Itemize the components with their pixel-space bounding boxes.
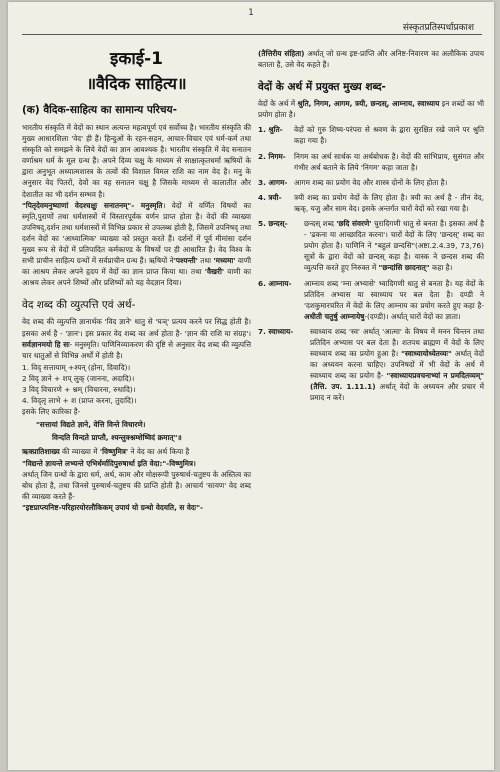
- text-run: की व्याख्या में: [59, 447, 100, 457]
- term-label: 3. आगम-: [258, 177, 288, 187]
- term-text: [304, 218, 484, 273]
- page-number: 1: [248, 8, 254, 18]
- text-run: अर्थात् वेदों के अध्ययन और प्रचार में प्रमाद न करें।: [310, 382, 484, 403]
- paragraph: [22, 446, 251, 457]
- term-entry: [258, 177, 484, 188]
- quote: "विद्यन्ते ज्ञायन्ते लभ्यन्ते एभिर्धर्मादिपुरुषार्था इति वेदा:"-विष्णुमित्र।: [22, 458, 196, 468]
- paragraph: [258, 48, 484, 70]
- left-column: [22, 48, 251, 513]
- term-entry: [258, 278, 484, 322]
- term-text: त्रयी शब्द का प्रयोग वेदों के लिए होता है। त्रयी का अर्थ है - तीन वेद, ऋक्, यजु और साम वेद। इसके अन्तर्गत चारों वेदों को रखा गया है।: [294, 192, 484, 213]
- term: 'वैखरी': [204, 267, 225, 277]
- list-item: 2 विद् ज्ञाने + शप् लुक् (जानना, अदादि)।: [22, 373, 135, 383]
- term: 'विष्णुमित्र': [99, 447, 129, 457]
- term-text: निगम का अर्थ सार्थक या अर्थबोधक है। वेदों की सांभिप्राय, सुसंगत और गंभीर अर्थ बताने के लिये 'निगम' कहा जाता है।: [294, 151, 484, 172]
- list-item: 4. विद्लृ लाभे + श (प्राप्त करना, तुदादि)।: [22, 396, 137, 406]
- term-entry: [258, 192, 484, 214]
- term-text: वेदों को गुरु शिष्य-परंपरा से श्रवण के द्वारा सुरक्षित रखे जाने पर श्रुति कहा गया है।: [294, 125, 484, 146]
- term-label: 5. छन्दस्-: [258, 219, 288, 229]
- list-item: 1. विद् सत्तायाम् +श्यन् (होना, दिवादि)।: [22, 362, 131, 372]
- paragraph: [22, 200, 251, 289]
- text-run: - मनुस्मृति। पाणिनिव्याकरण की दृष्टि से अनुसार वेद शब्द की व्युत्पत्ति चार धातुओं से विभिन्न अर्थों में होती है।: [22, 339, 251, 360]
- quote: सर्वज्ञानमयो हि सः: [22, 339, 70, 349]
- section-heading-c: वेदों के अर्थ में प्रयुक्त मुख्य शब्द-: [258, 81, 386, 94]
- unit-title: इकाई-1: [109, 49, 164, 69]
- term-entry: [258, 326, 484, 404]
- root-list: [22, 362, 251, 406]
- term-entry: [258, 124, 484, 146]
- term: अधीती चतुर्षु आम्नायेषु: [304, 311, 365, 321]
- text-run: इन शब्दों का भी प्रयोग होता है।: [258, 99, 484, 120]
- verse-line: विन्दति विन्दते प्राप्तौ, श्यन्लुक्श्नम्शेष्विदं क्रमात्"॥: [52, 433, 182, 443]
- text-run: अर्थात् जो ग्रन्थ इष्ट-प्राप्ति और अनिष्ट-निवारण का अलौकिक उपाय बताता है, उसे वेद कहते हैं।: [258, 49, 485, 70]
- text-run: वेदों के अर्थ में: [258, 99, 298, 109]
- text-run: छन्दस् शब्द: [304, 219, 337, 229]
- term-label: 4. त्रयी-: [258, 192, 282, 202]
- text-run: तथा: [197, 256, 214, 266]
- term: 'पश्यन्ती': [173, 256, 198, 266]
- text-run: कहा है।: [429, 263, 453, 273]
- term: "स्वाध्यायप्रवचनाभ्यां न प्रमदितव्यम्" (तैत्ति. उप. 1.11.1): [310, 371, 484, 392]
- term: "स्वाध्यायोध्येतव्यः": [401, 349, 452, 359]
- paragraph: [22, 316, 251, 360]
- section-heading-b: वेद शब्द की व्युत्पत्ति एवं अर्थ-: [22, 299, 136, 312]
- text-run: अर्थात् वेदों का अध्ययन करना चाहिए। उपनिषदों में भी वेदों के अर्थ में स्वाध्याय शब्द का प्रयोग है-: [310, 349, 484, 381]
- karika-intro: इसके लिए कारिका है-: [22, 407, 81, 417]
- text-run: । वेदों में वर्णित विषयों का स्मृति,पुराणों तथा धर्मशास्त्रों में विस्तारपूर्वक वर्णन प्राप्त होता है। वेदों की व्याख्या उपनिषद्,दर्शन तथा धर्मशास्त्रों में विभिन्न प्रकार से उपलब्ध होती है, जिसमें उपनिषद् तथा दर्शन वेदों का 'आध्यात्मिक' व्याख्या को प्रस्तुत करते हैं। दर्शनों में पूर्व मीमांसा दर्शन मुख्य रूप से वेदों में प्रतिपादित कर्मकाण्ड के विषयों पर ही आधारित है। वेद विश्व के सभी प्राचीन साहित्य ग्रन्थों में सर्वप्राचीन ग्रन्थ हैं। ऋषियों ने: [22, 200, 251, 266]
- page: [8, 2, 494, 770]
- term: श्रुति, निगम, आगम, त्रयी, छन्दस्, आम्नाय, स्वाध्याय: [297, 99, 440, 109]
- list-item: 3 विद् विचारणे + श्नम् (विचारना, रुधादि)।: [22, 384, 136, 394]
- term: 'मध्यमा': [213, 256, 236, 266]
- text-run: -(दण्डी)। अर्थात् चारों वेदों का ज्ञाता।: [364, 311, 461, 321]
- term: ऋक्प्रातिशाख्य: [22, 447, 60, 457]
- term-entry: [258, 218, 484, 273]
- paragraph: [258, 98, 484, 120]
- term: 'छदि संवरणे': [336, 219, 372, 229]
- term-label: 2. निगम-: [258, 151, 286, 161]
- section-heading-a: (क) वैदिक-साहित्य का सामान्य परिचय-: [22, 104, 177, 116]
- text-run: वाणी का आश्रय लेकर अपने शिष्यों और प्रशिष्यों को यह वेदज्ञान दिया।: [22, 267, 251, 288]
- quote: "पितृदेवमनुष्याणां वेदश्चक्षुः सनातनम्"- मनुस्मृति: [22, 200, 163, 210]
- text-run: स्वाध्याय शब्द 'स्व' अर्थात् 'आत्मा' के विषय में मनन चिन्तन तथा प्रतिदिन अभ्यास पर बल देता है। शतपथ ब्राह्मण में वेदों के लिए स्वाध्याय शब्द का प्रयोग हुआ है।: [310, 326, 484, 359]
- verse-line: "सत्तायां विद्यते ज्ञाने, वेत्ति विन्ते विचारणे।: [36, 420, 146, 430]
- term-text: आगम शब्द का प्रयोग वेद और शास्त्र दोनों के लिए होता है।: [294, 177, 448, 187]
- term: "छन्दांसि छादनात्": [378, 263, 430, 273]
- term-label: 6. आम्नाय-: [258, 278, 292, 288]
- term-text: [304, 278, 484, 322]
- paragraph: भारतीय संस्कृति में वेदों का स्थान अत्यन्त महत्वपूर्ण एवं सर्वोच्च है। भारतीय संस्कृति की मुख्य आधारशिला 'वेद' ही हैं। हिन्दुओं के रहन-सहन, आचार-विचार एवं धर्म-कर्म तथा संस्कृति को समझने के लिये वेदों का ज्ञान आवश्यक है। भारतीय संस्कृति में वेद सनातन वर्णाश्रम धर्म के मूल ग्रन्थ हैं। अपने दिव्य चक्षु के माध्यम से साक्षात्कृतधर्मा ऋषियों के द्वारा अनुभूत अध्यात्मशास्त्र के तत्वों की विशाल विमल राशि का नाम वेद है। मनु के अनुसार वेद पितरों, देवों का वह सनातन चक्षु है जिसके माध्यम से कालातीत और देशातीत का भी दर्शन सम्भव है।: [22, 123, 251, 199]
- running-header: संस्कृतप्रतिस्पर्धाप्रकाश: [22, 21, 482, 35]
- term-label: 1. श्रुति-: [258, 125, 283, 135]
- term: (तैत्तिरीय संहिता): [258, 49, 305, 58]
- term-text: [310, 326, 484, 404]
- quote: "इष्टप्राप्त्यनिष्ट-परिहारयोरलौकिकम् उपायं यो ग्रन्थो वेदयति, स वेदः"-: [22, 502, 204, 512]
- unit-subtitle: ॥वैदिक साहित्य॥: [86, 74, 187, 93]
- text-run: वेद शब्द की व्युत्पत्ति ज्ञानार्थक 'विद ज्ञाने' धातु से 'घञ्' प्रत्यय करने पर सिद्ध होती है। इसका अर्थ है - 'ज्ञान'। इस प्रकार वेद शब्द का अर्थ होता है- 'ज्ञान की राशि या संग्रह'।: [22, 317, 251, 338]
- paragraph: अर्थात् जिन ग्रन्थों के द्वारा धर्म, अर्थ, काम और मोक्षरूपी पुरुषार्थ-चतुष्टय के अस्तित्व का बोध होता है, तथा जिनसे पुरुषार्थ-चतुष्टय की प्राप्ति होती है। आचार्य 'सायण' वेद शब्द की व्याख्या करते हैं-: [22, 469, 251, 501]
- text-run: चुरादिगणी धातु से बनता है। इसका अर्थ है - 'ढकना या आच्छादित करना'। चारों वेदों के लिए 'छन्दस्' शब्द का प्रयोग होता है। पाणिनि ने "बहुलं छन्दसि"(अष्टा.2.4.39, 73,76) सूत्रों के द्वारा वेदों को छन्दस् कहा है। यास्क ने छन्दस शब्द की व्युत्पत्ति करते हुए निरुक्त में: [304, 219, 484, 273]
- term-entry: [258, 151, 484, 173]
- term-label: 7. स्वाध्याय-: [258, 326, 294, 336]
- text-run: वाणी का आश्रय लेकर अपने हृदय में वेदों का ज्ञान प्राप्त किया था। तथा: [22, 256, 251, 277]
- right-column: [258, 48, 484, 404]
- text-run: आम्नाय शब्द 'म्ना अभ्यासे' भ्वादिगणी धातु से बनता है। यह वेदों के प्रतिदिन अभ्यास या स्वाध्याय पर बल देता है। दण्डी ने 'दशकुमारचरित में वेदों के लिए आम्नाय का प्रयोग करते हुए कहा है-: [304, 278, 484, 310]
- text-run: ने वेद का अर्थ किया है: [128, 447, 190, 457]
